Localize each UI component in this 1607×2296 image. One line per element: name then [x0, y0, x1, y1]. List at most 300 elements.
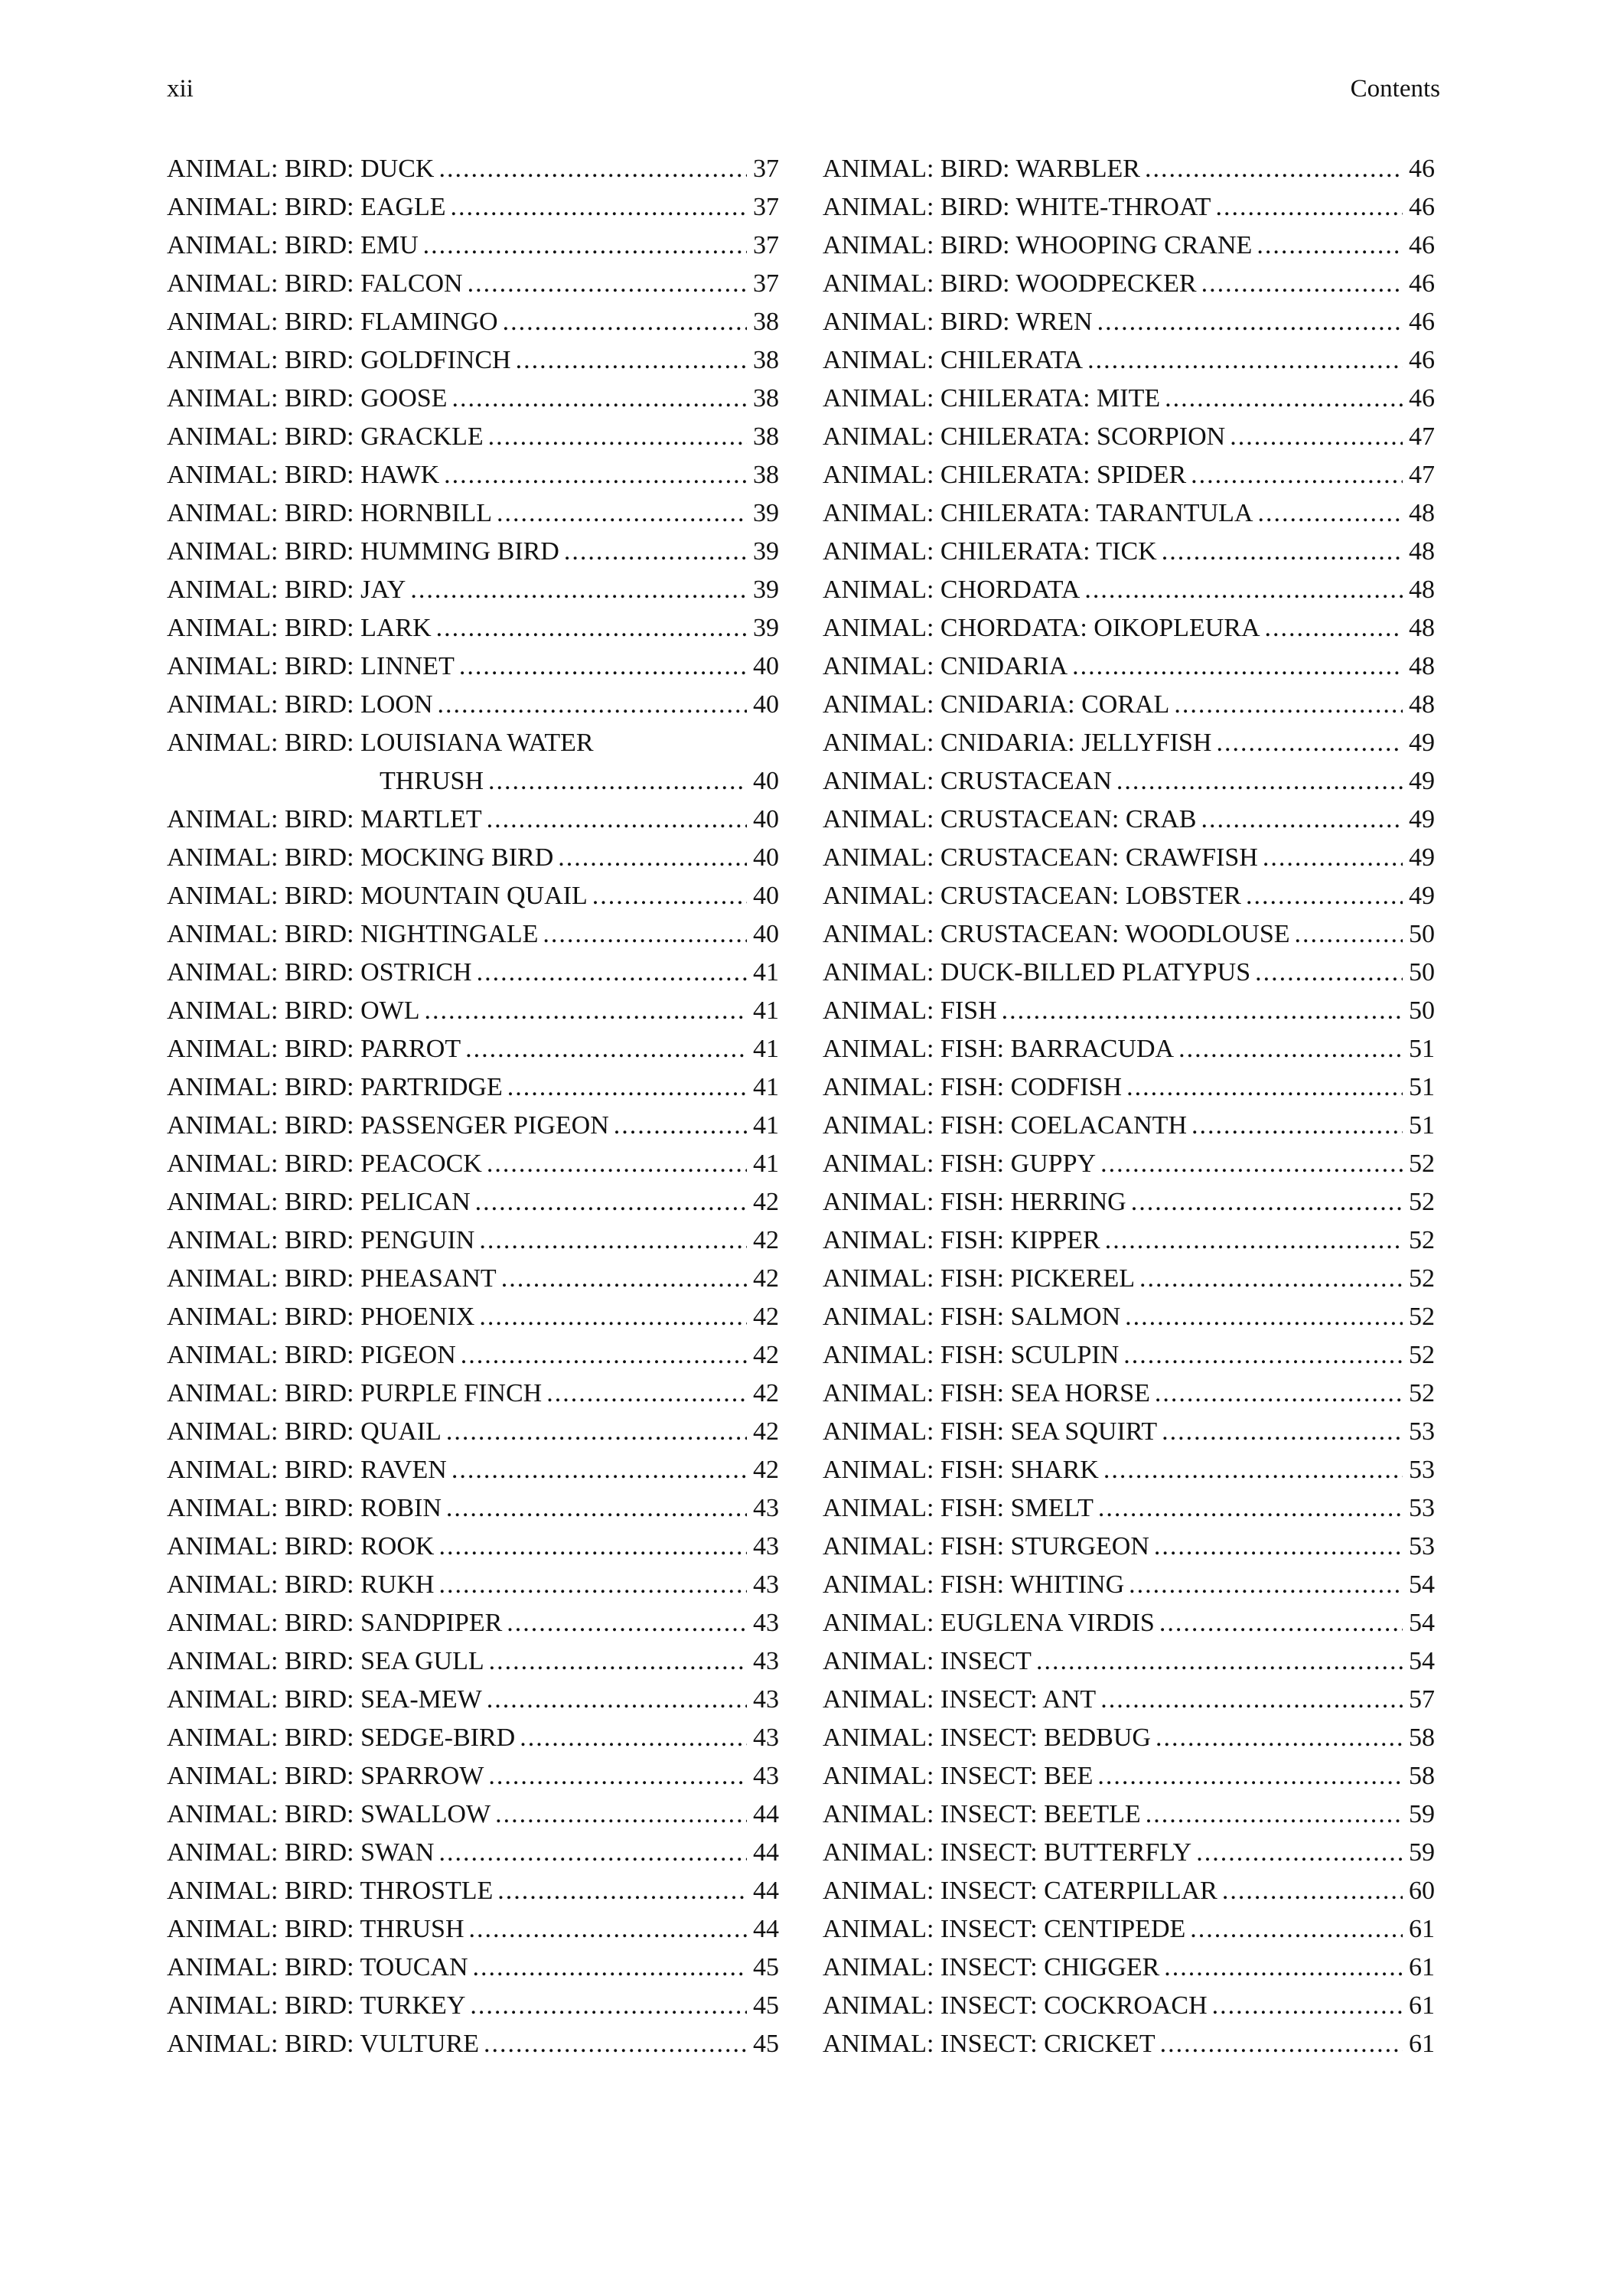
toc-entry[interactable] — [167, 992, 779, 1030]
toc-entry-page: 41 — [753, 958, 779, 987]
dot-leader — [1230, 418, 1403, 456]
toc-entry[interactable] — [167, 915, 779, 954]
toc-entry-title: ANIMAL: BIRD: TOUCAN — [167, 1953, 468, 1981]
dot-leader — [546, 1375, 747, 1413]
toc-entry-page: 42 — [753, 1341, 779, 1369]
toc-entry-page: 38 — [753, 461, 779, 489]
toc-entry-title: ANIMAL: CRUSTACEAN: CRAWFISH — [823, 843, 1258, 872]
toc-entry-page: 47 — [1409, 422, 1435, 451]
toc-entry-page: 44 — [753, 1877, 779, 1905]
dot-leader — [592, 877, 747, 915]
dot-leader — [1191, 1107, 1403, 1145]
toc-entry-title: ANIMAL: BIRD: RAVEN — [167, 1456, 447, 1484]
toc-entry-page: 53 — [1409, 1494, 1435, 1522]
toc-entry[interactable] — [823, 227, 1435, 265]
toc-entry-page: 52 — [1409, 1264, 1435, 1293]
toc-entry-title: ANIMAL: CNIDARIA: CORAL — [823, 690, 1170, 719]
toc-entry[interactable] — [167, 227, 779, 265]
toc-entry-title: ANIMAL: BIRD: OWL — [167, 996, 420, 1025]
toc-entry-title: ANIMAL: CHILERATA: SCORPION — [823, 422, 1226, 451]
dot-leader — [488, 1757, 747, 1795]
toc-entry-page: 50 — [1409, 920, 1435, 948]
dot-leader — [473, 1949, 747, 1987]
toc-entry-title: ANIMAL: EUGLENA VIRDIS — [823, 1609, 1155, 1637]
toc-entry-title: ANIMAL: BIRD: PELICAN — [167, 1188, 471, 1216]
toc-entry[interactable] — [823, 1221, 1435, 1260]
toc-entry[interactable] — [823, 1107, 1435, 1145]
dot-leader — [1196, 1834, 1403, 1872]
toc-entry[interactable] — [823, 839, 1435, 877]
toc-entry[interactable] — [823, 1681, 1435, 1719]
toc-entry-page: 48 — [1409, 576, 1435, 604]
toc-entry-page: 39 — [753, 614, 779, 642]
dot-leader — [484, 2025, 747, 2063]
toc-entry[interactable] — [823, 1872, 1435, 1910]
toc-entry[interactable] — [167, 456, 779, 494]
dot-leader — [1215, 188, 1403, 227]
toc-entry[interactable] — [823, 877, 1435, 915]
toc-entry-title: ANIMAL: INSECT: BEETLE — [823, 1800, 1141, 1828]
toc-entry-title: ANIMAL: BIRD: GOLDFINCH — [167, 346, 511, 374]
toc-entry[interactable] — [823, 1604, 1435, 1642]
toc-entry[interactable] — [823, 150, 1435, 188]
toc-entry-page: 40 — [753, 690, 779, 719]
toc-entry[interactable] — [167, 1451, 779, 1489]
dot-leader — [1116, 762, 1403, 801]
toc-entry-page: 44 — [753, 1838, 779, 1867]
toc-entry[interactable] — [823, 1795, 1435, 1834]
dot-leader — [614, 1107, 747, 1145]
toc-entry-title: ANIMAL: FISH: SEA HORSE — [823, 1379, 1150, 1407]
toc-entry[interactable] — [823, 456, 1435, 494]
running-header — [167, 73, 1440, 104]
dot-leader — [1156, 1719, 1403, 1757]
toc-entry[interactable] — [167, 1375, 779, 1413]
toc-entry-page: 46 — [1409, 346, 1435, 374]
toc-entry-page: 45 — [753, 1991, 779, 2020]
toc-entry-page: 46 — [1409, 193, 1435, 221]
toc-entry-page: 42 — [753, 1226, 779, 1254]
dot-leader — [436, 609, 747, 647]
toc-entry[interactable] — [823, 303, 1435, 341]
toc-entry[interactable] — [167, 1681, 779, 1719]
toc-entry-title: ANIMAL: FISH — [823, 996, 997, 1025]
dot-leader — [465, 1030, 747, 1068]
dot-leader — [1098, 1489, 1403, 1528]
toc-entry-title: ANIMAL: BIRD: WREN — [823, 308, 1093, 336]
toc-entry-title: ANIMAL: CHILERATA: TICK — [823, 537, 1157, 566]
toc-entry[interactable] — [167, 609, 779, 647]
toc-entry-page: 61 — [1409, 1991, 1435, 2020]
toc-entry-page: 42 — [753, 1188, 779, 1216]
toc-entry-page: 46 — [1409, 231, 1435, 259]
toc-entry-page: 51 — [1409, 1035, 1435, 1063]
dot-leader — [543, 915, 747, 954]
toc-entry[interactable] — [167, 1260, 779, 1298]
toc-entry[interactable] — [167, 1910, 779, 1949]
dot-leader — [451, 1451, 747, 1489]
toc-entry-title: ANIMAL: BIRD: MOUNTAIN QUAIL — [167, 882, 588, 910]
toc-entry-title: ANIMAL: CHILERATA: TARANTULA — [823, 499, 1253, 527]
toc-entry-title: ANIMAL: BIRD: EMU — [167, 231, 419, 259]
dot-leader — [446, 1413, 747, 1451]
toc-entry-title: ANIMAL: INSECT: CRICKET — [823, 2030, 1156, 2058]
toc-entry-title: ANIMAL: BIRD: ROBIN — [167, 1494, 442, 1522]
toc-entry-page: 52 — [1409, 1303, 1435, 1331]
toc-entry-title: ANIMAL: DUCK-BILLED PLATYPUS — [823, 958, 1251, 987]
toc-entry-title: ANIMAL: INSECT: CHIGGER — [823, 1953, 1160, 1981]
dot-leader — [497, 1872, 747, 1910]
dot-leader — [495, 1795, 747, 1834]
toc-entry-title: ANIMAL: BIRD: HORNBILL — [167, 499, 492, 527]
toc-entry-title: ANIMAL: BIRD: TURKEY — [167, 1991, 466, 2020]
dot-leader — [487, 1145, 747, 1183]
toc-entry-title: ANIMAL: CRUSTACEAN: WOODLOUSE — [823, 920, 1290, 948]
dot-leader — [1131, 1183, 1403, 1221]
toc-entry[interactable] — [167, 1030, 779, 1068]
toc-entry[interactable] — [823, 686, 1435, 724]
toc-entry[interactable] — [167, 1987, 779, 2025]
toc-entry-title: ANIMAL: BIRD: GOOSE — [167, 384, 448, 413]
toc-entry[interactable] — [167, 418, 779, 456]
dot-leader — [438, 150, 747, 188]
toc-entry[interactable] — [823, 1566, 1435, 1604]
dot-leader — [1222, 1872, 1403, 1910]
dot-leader — [507, 1604, 747, 1642]
dot-leader — [446, 1489, 747, 1528]
toc-entry[interactable] — [823, 724, 1435, 762]
dot-leader — [489, 1642, 747, 1681]
toc-entry-title: ANIMAL: BIRD: LOUISIANA WATER — [167, 729, 594, 757]
dot-leader — [1164, 1949, 1403, 1987]
dot-leader — [1146, 1795, 1403, 1834]
toc-entry[interactable] — [823, 762, 1435, 801]
toc-entry-page: 41 — [753, 996, 779, 1025]
toc-entry-title: ANIMAL: INSECT: ANT — [823, 1685, 1097, 1714]
toc-entry[interactable] — [167, 533, 779, 571]
dot-leader — [1160, 2025, 1403, 2063]
toc-entry[interactable] — [823, 188, 1435, 227]
dot-leader — [1295, 915, 1403, 954]
toc-entry-page: 50 — [1409, 996, 1435, 1025]
dot-leader — [1139, 1260, 1403, 1298]
toc-entry-page: 54 — [1409, 1647, 1435, 1675]
toc-entry-title: ANIMAL: BIRD: SEDGE-BIRD — [167, 1724, 516, 1752]
toc-entry-page: 40 — [753, 882, 779, 910]
toc-entry-title: ANIMAL: FISH: SMELT — [823, 1494, 1094, 1522]
toc-entry[interactable] — [167, 1949, 779, 1987]
toc-entry-page: 49 — [1409, 729, 1435, 757]
toc-entry-page: 37 — [753, 155, 779, 183]
toc-entry-page: 52 — [1409, 1341, 1435, 1369]
toc-entry[interactable] — [823, 1949, 1435, 1987]
toc-entry-title: ANIMAL: BIRD: WHOOPING CRANE — [823, 231, 1253, 259]
toc-entry-title: ANIMAL: FISH: CODFISH — [823, 1073, 1123, 1101]
toc-entry[interactable] — [167, 1528, 779, 1566]
toc-entry[interactable] — [823, 1528, 1435, 1566]
toc-entry-title: ANIMAL: INSECT: CENTIPEDE — [823, 1915, 1186, 1943]
toc-entry[interactable] — [167, 380, 779, 418]
dot-leader — [516, 341, 747, 380]
toc-entry-page: 40 — [753, 805, 779, 833]
toc-entry-continuation[interactable] — [167, 762, 779, 801]
toc-entry-title: ANIMAL: FISH: PICKEREL — [823, 1264, 1136, 1293]
toc-entry-page: 42 — [753, 1456, 779, 1484]
toc-entry[interactable] — [167, 303, 779, 341]
toc-entry-page: 39 — [753, 537, 779, 566]
toc-entry-page: 44 — [753, 1915, 779, 1943]
toc-entry-title: ANIMAL: BIRD: PEACOCK — [167, 1150, 482, 1178]
toc-entry[interactable] — [167, 1566, 779, 1604]
running-section-title: Contents — [1350, 75, 1440, 103]
dot-leader — [501, 1260, 747, 1298]
toc-entry[interactable] — [167, 801, 779, 839]
toc-entry-title: ANIMAL: FISH: BARRACUDA — [823, 1035, 1175, 1063]
toc-entry[interactable] — [167, 188, 779, 227]
toc-entry[interactable] — [167, 1221, 779, 1260]
toc-entry-title: ANIMAL: INSECT: CATERPILLAR — [823, 1877, 1217, 1905]
toc-entry[interactable] — [167, 571, 779, 609]
dot-leader — [488, 418, 747, 456]
toc-entry-title: ANIMAL: CRUSTACEAN: CRAB — [823, 805, 1197, 833]
dot-leader — [1191, 456, 1403, 494]
toc-entry-page: 58 — [1409, 1724, 1435, 1752]
toc-entry[interactable] — [167, 1834, 779, 1872]
toc-entry[interactable] — [167, 877, 779, 915]
toc-entry[interactable] — [167, 724, 779, 762]
toc-entry-title: ANIMAL: BIRD: DUCK — [167, 155, 435, 183]
toc-entry[interactable] — [167, 1642, 779, 1681]
toc-entry[interactable] — [823, 801, 1435, 839]
toc-entry[interactable] — [167, 954, 779, 992]
toc-entry[interactable] — [167, 1107, 779, 1145]
toc-entry[interactable] — [167, 1145, 779, 1183]
dot-leader — [1125, 1298, 1403, 1336]
toc-entry[interactable] — [823, 1298, 1435, 1336]
toc-entry-page: 48 — [1409, 537, 1435, 566]
dot-leader — [507, 1068, 747, 1107]
toc-entry[interactable] — [823, 341, 1435, 380]
toc-entry[interactable] — [823, 1642, 1435, 1681]
toc-entry-page: 61 — [1409, 1953, 1435, 1981]
toc-entry[interactable] — [167, 341, 779, 380]
toc-entry-title: ANIMAL: FISH: COELACANTH — [823, 1111, 1187, 1140]
toc-entry-title: ANIMAL: BIRD: SPARROW — [167, 1762, 484, 1790]
toc-entry-page: 37 — [753, 193, 779, 221]
toc-entry-page: 38 — [753, 308, 779, 336]
dot-leader — [438, 1834, 747, 1872]
toc-entry-page: 43 — [753, 1570, 779, 1599]
toc-entry-page: 40 — [753, 652, 779, 680]
toc-entry[interactable] — [167, 265, 779, 303]
dot-leader — [1263, 839, 1403, 877]
toc-entry-page: 51 — [1409, 1073, 1435, 1101]
toc-entry-page: 43 — [753, 1685, 779, 1714]
toc-entry[interactable] — [823, 1987, 1435, 2025]
toc-entry[interactable] — [823, 1719, 1435, 1757]
toc-entry[interactable] — [823, 1183, 1435, 1221]
toc-entry-page: 43 — [753, 1532, 779, 1561]
toc-entry[interactable] — [823, 1336, 1435, 1375]
toc-entry[interactable] — [823, 954, 1435, 992]
dot-leader — [1257, 227, 1403, 265]
toc-entry-page: 46 — [1409, 269, 1435, 298]
dot-leader — [1129, 1566, 1403, 1604]
toc-entry-title: ANIMAL: BIRD: PHOENIX — [167, 1303, 475, 1331]
toc-entry[interactable] — [167, 1604, 779, 1642]
dot-leader — [459, 647, 747, 686]
toc-entry-title: ANIMAL: INSECT: BUTTERFLY — [823, 1838, 1192, 1867]
toc-entry-title: ANIMAL: INSECT: COCKROACH — [823, 1991, 1208, 2020]
dot-leader — [451, 380, 747, 418]
toc-entry[interactable] — [167, 1183, 779, 1221]
toc-entry[interactable] — [823, 533, 1435, 571]
toc-entry[interactable] — [823, 2025, 1435, 2063]
toc-entry-page: 59 — [1409, 1800, 1435, 1828]
toc-entry[interactable] — [167, 1795, 779, 1834]
toc-entry-page: 38 — [753, 346, 779, 374]
toc-entry-page: 61 — [1409, 1915, 1435, 1943]
toc-entry-title: ANIMAL: FISH: WHITING — [823, 1570, 1125, 1599]
dot-leader — [469, 1910, 747, 1949]
toc-entry-page: 49 — [1409, 882, 1435, 910]
toc-entry[interactable] — [823, 1413, 1435, 1451]
dot-leader — [1190, 1910, 1403, 1949]
toc-entry[interactable] — [823, 1030, 1435, 1068]
toc-entry[interactable] — [167, 1298, 779, 1336]
toc-entry[interactable] — [823, 1451, 1435, 1489]
toc-entry[interactable] — [823, 571, 1435, 609]
toc-entry[interactable] — [823, 992, 1435, 1030]
toc-entry[interactable] — [823, 609, 1435, 647]
toc-entry[interactable] — [167, 1413, 779, 1451]
toc-entry[interactable] — [823, 1260, 1435, 1298]
toc-entry-page: 50 — [1409, 958, 1435, 987]
toc-column-right — [823, 150, 1435, 2063]
toc-entry[interactable] — [823, 1910, 1435, 1949]
toc-entry-title: ANIMAL: BIRD: OSTRICH — [167, 958, 472, 987]
dot-leader — [1002, 992, 1403, 1030]
toc-entry[interactable] — [167, 1757, 779, 1795]
toc-entry-title: ANIMAL: FISH: SCULPIN — [823, 1341, 1120, 1369]
toc-entry-page: 49 — [1409, 805, 1435, 833]
toc-entry[interactable] — [167, 1872, 779, 1910]
dot-leader — [1212, 1987, 1403, 2025]
toc-entry[interactable] — [823, 1489, 1435, 1528]
toc-entry[interactable] — [823, 1375, 1435, 1413]
dot-leader — [468, 265, 747, 303]
toc-entry[interactable] — [823, 494, 1435, 533]
toc-entry-title: ANIMAL: BIRD: WARBLER — [823, 155, 1140, 183]
toc-entry[interactable] — [823, 1757, 1435, 1795]
dot-leader — [444, 456, 747, 494]
toc-entry-page: 41 — [753, 1150, 779, 1178]
toc-entry-title: ANIMAL: BIRD: THROSTLE — [167, 1877, 494, 1905]
dot-leader — [503, 303, 747, 341]
dot-leader — [479, 1298, 747, 1336]
dot-leader — [477, 954, 747, 992]
toc-entry-page: 40 — [753, 843, 779, 872]
dot-leader — [487, 801, 747, 839]
toc-entry-page: 48 — [1409, 614, 1435, 642]
toc-entry-page: 43 — [753, 1609, 779, 1637]
toc-entry[interactable] — [823, 647, 1435, 686]
dot-leader — [1084, 571, 1403, 609]
toc-entry[interactable] — [167, 1336, 779, 1375]
toc-entry-title: ANIMAL: BIRD: PURPLE FINCH — [167, 1379, 543, 1407]
toc-entry-page: 47 — [1409, 461, 1435, 489]
toc-entry[interactable] — [823, 380, 1435, 418]
toc-entry[interactable] — [823, 1145, 1435, 1183]
toc-entry[interactable] — [167, 494, 779, 533]
dot-leader — [1162, 1413, 1403, 1451]
toc-entry-title: ANIMAL: CNIDARIA — [823, 652, 1068, 680]
toc-entry[interactable] — [167, 686, 779, 724]
toc-entry-page: 54 — [1409, 1570, 1435, 1599]
dot-leader — [410, 571, 747, 609]
toc-entry[interactable] — [823, 1068, 1435, 1107]
toc-entry[interactable] — [167, 1068, 779, 1107]
toc-entry[interactable] — [823, 418, 1435, 456]
dot-leader — [558, 839, 747, 877]
toc-entry-page: 42 — [753, 1303, 779, 1331]
dot-leader — [1123, 1336, 1403, 1375]
toc-entry[interactable] — [167, 839, 779, 877]
dot-leader — [564, 533, 747, 571]
toc-entry-page: 39 — [753, 499, 779, 527]
dot-leader — [1155, 1375, 1403, 1413]
toc-entry[interactable] — [167, 150, 779, 188]
dot-leader — [1097, 1757, 1403, 1795]
toc-entry-title: ANIMAL: BIRD: VULTURE — [167, 2030, 480, 2058]
dot-leader — [423, 227, 747, 265]
toc-entry-title: ANIMAL: FISH: SALMON — [823, 1303, 1121, 1331]
toc-entry-page: 52 — [1409, 1188, 1435, 1216]
dot-leader — [1103, 1451, 1403, 1489]
toc-entry-title: ANIMAL: BIRD: PIGEON — [167, 1341, 456, 1369]
toc-entry[interactable] — [167, 1489, 779, 1528]
toc-entry-title: ANIMAL: FISH: GUPPY — [823, 1150, 1097, 1178]
toc-entry-page: 40 — [753, 920, 779, 948]
toc-entry-title: ANIMAL: CHILERATA: MITE — [823, 384, 1161, 413]
toc-entry-title: ANIMAL: BIRD: SEA-MEW — [167, 1685, 482, 1714]
toc-entry-title: ANIMAL: CRUSTACEAN: LOBSTER — [823, 882, 1241, 910]
toc-entry-title: ANIMAL: BIRD: MARTLET — [167, 805, 482, 833]
toc-entry-title: ANIMAL: BIRD: FLAMINGO — [167, 308, 498, 336]
toc-entry-title: ANIMAL: BIRD: LARK — [167, 614, 432, 642]
toc-entry-title-continuation: THRUSH — [380, 767, 484, 795]
toc-entry-title: ANIMAL: CHILERATA: SPIDER — [823, 461, 1187, 489]
toc-entry[interactable] — [167, 1719, 779, 1757]
dot-leader — [1126, 1068, 1403, 1107]
toc-entry[interactable] — [823, 1834, 1435, 1872]
dot-leader — [475, 1183, 747, 1221]
toc-entry-title: ANIMAL: BIRD: HUMMING BIRD — [167, 537, 559, 566]
toc-entry[interactable] — [823, 265, 1435, 303]
toc-entry[interactable] — [167, 2025, 779, 2063]
toc-entry-title: ANIMAL: BIRD: HAWK — [167, 461, 440, 489]
dot-leader — [1174, 686, 1403, 724]
toc-entry-title: ANIMAL: BIRD: SWAN — [167, 1838, 435, 1867]
toc-entry[interactable] — [823, 915, 1435, 954]
dot-leader — [1216, 724, 1403, 762]
toc-entry-title: ANIMAL: BIRD: SANDPIPER — [167, 1609, 503, 1637]
dot-leader — [438, 1566, 747, 1604]
toc-entry-page: 53 — [1409, 1456, 1435, 1484]
dot-leader — [479, 1221, 747, 1260]
dot-leader — [487, 1681, 747, 1719]
toc-entry[interactable] — [167, 647, 779, 686]
